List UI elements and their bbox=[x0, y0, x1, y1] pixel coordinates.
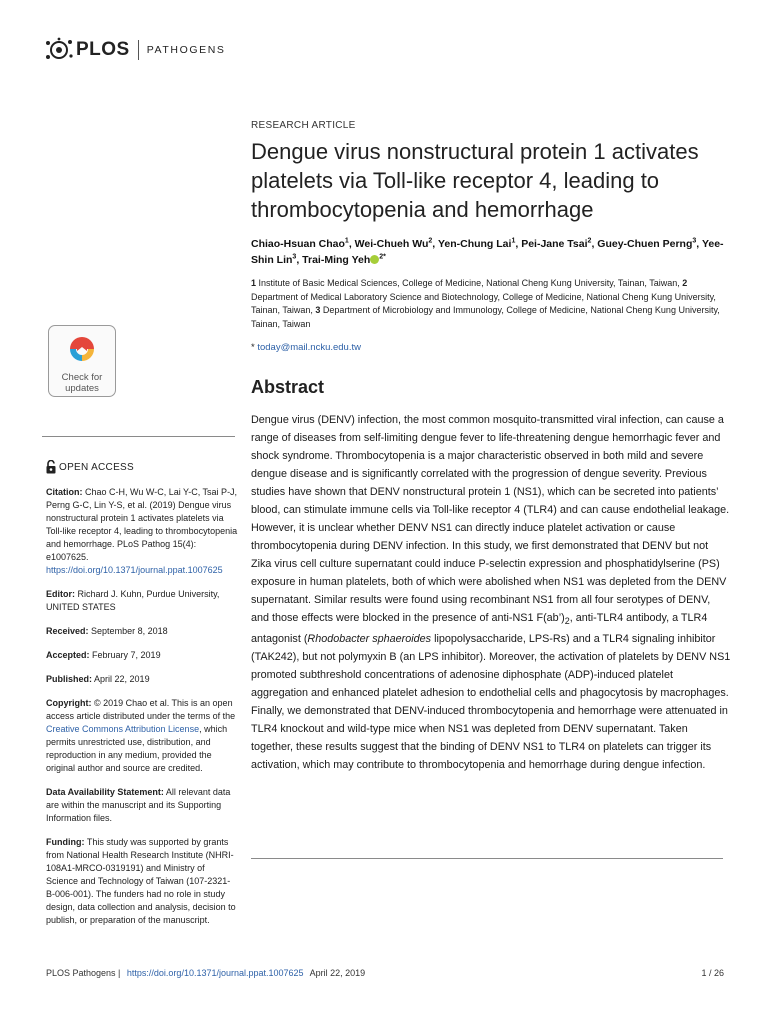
citation-doi-link[interactable]: https://doi.org/10.1371/journal.ppat.1007625 bbox=[46, 565, 223, 575]
accepted-label: Accepted: bbox=[46, 650, 90, 660]
abstract-divider bbox=[251, 858, 723, 859]
funding-label: Funding: bbox=[46, 837, 85, 847]
author[interactable]: Pei-Jane Tsai bbox=[521, 238, 588, 250]
article-title: Dengue virus nonstructural protein 1 activates platelets via Toll-like receptor 4, leading to thrombocytopenia and hemorrhage bbox=[251, 139, 699, 222]
published-block bbox=[46, 673, 238, 686]
published-date: April 22, 2019 bbox=[94, 674, 150, 684]
data-availability-label: Data Availability Statement: bbox=[46, 787, 164, 797]
affiliations: 1 Institute of Basic Medical Sciences, College of Medicine, National Cheng Kung University, Tainan, Taiwan, 2 Department of Medical Laboratory Science and Biotechnology, College of Medicine, National Cheng Kung University, Tainan, Taiwan, 3 Department of Microbiology and Immunology, College of Medicine, National Cheng Kung University, Tainan, Taiwan bbox=[251, 278, 720, 329]
affiliation-3: Department of Microbiology and Immunology, College of Medicine, National Cheng Kung University, Tainan, Taiwan bbox=[251, 305, 720, 329]
affiliation-2: Department of Medical Laboratory Science and Biotechnology, College of Medicine, National Cheng Kung University, Tainan, Taiwan, bbox=[251, 291, 716, 315]
check-updates-icon bbox=[66, 331, 98, 367]
citation-text: Chao C-H, Wu W-C, Lai Y-C, Tsai P-J, Perng G-C, Lin Y-S, et al. (2019) Dengue virus nonstructural protein 1 activates platelets via Toll-like receptor 4, leading to thrombocytopenia and hemorrhage. PLoS Pathog 15(4): e1007625. bbox=[46, 487, 238, 562]
affiliation-1: Institute of Basic Medical Sciences, College of Medicine, National Cheng Kung University, Tainan, Taiwan, bbox=[258, 278, 680, 288]
received-label: Received: bbox=[46, 626, 89, 636]
footer-doi-link[interactable]: https://doi.org/10.1371/journal.ppat.1007625 bbox=[126, 968, 304, 978]
published-label: Published: bbox=[46, 674, 93, 684]
orcid-icon[interactable] bbox=[370, 255, 379, 264]
email-link[interactable]: today@mail.ncku.edu.tw bbox=[257, 342, 361, 353]
page-number: 1 / 26 bbox=[701, 968, 724, 978]
logo-word: PLOS bbox=[76, 39, 130, 60]
open-access-label bbox=[46, 460, 238, 474]
funding-block bbox=[46, 836, 238, 927]
check-updates-line1: Check for bbox=[61, 372, 103, 383]
editor-label: Editor: bbox=[46, 589, 75, 599]
editor-block bbox=[46, 588, 238, 614]
data-availability-text: All relevant data are within the manuscript and its Supporting Information files. bbox=[46, 787, 231, 823]
accepted-date: February 7, 2019 bbox=[92, 650, 161, 660]
author[interactable]: Trai-Ming Yeh bbox=[302, 254, 371, 266]
open-access-text: OPEN ACCESS bbox=[59, 461, 134, 473]
footer-date: April 22, 2019 bbox=[309, 968, 366, 978]
funding-text: This study was supported by grants from National Health Research Institute (NHRI-108A1-MRCO-0319191) and Ministry of Science and Technology of Taiwan (107-2321-B-006-001). The funders had no role in study design, data collection and analysis, decision to publish, or preparation of the manuscript. bbox=[46, 837, 236, 925]
license-link[interactable]: Creative Commons Attribution License bbox=[46, 724, 200, 734]
author-list: Chiao-Hsuan Chao$^1$, Wei-Chueh Wu$^2$, Yen-Chung Lai$^1$, Pei-Jane Tsai$^2$, Guey-Chuen Perng$^3$, Yee-Shin Lin$^3$, Trai-Ming Yeh $^{2*}$ bbox=[251, 237, 724, 266]
editor-text: Richard J. Kuhn, Purdue University, UNITED STATES bbox=[46, 589, 220, 612]
page-footer bbox=[46, 968, 724, 978]
logo-divider bbox=[138, 40, 139, 60]
sidebar-divider bbox=[42, 436, 235, 437]
plos-logo-icon bbox=[44, 37, 74, 63]
check-updates-line2: updates bbox=[65, 383, 99, 394]
copyright-label: Copyright: bbox=[46, 698, 92, 708]
author[interactable]: Chiao-Hsuan Chao bbox=[251, 238, 345, 250]
article-type: RESEARCH ARTICLE bbox=[251, 120, 356, 131]
abstract-heading: Abstract bbox=[251, 377, 325, 397]
citation-label: Citation: bbox=[46, 487, 83, 497]
check-for-updates-badge[interactable] bbox=[48, 325, 116, 397]
copyright-text: © 2019 Chao et al. This is an open access article distributed under the terms of the bbox=[46, 698, 236, 721]
article-main bbox=[251, 120, 731, 774]
copyright-text-end: , which permits unrestricted use, distribution, and reproduction in any medium, provided the original author and source are credited. bbox=[46, 724, 228, 773]
accepted-block bbox=[46, 649, 238, 662]
footer-journal: PLOS Pathogens | bbox=[46, 968, 121, 978]
logo-journal: PATHOGENS bbox=[146, 44, 226, 56]
corresponding-email: * today@mail.ncku.edu.tw bbox=[251, 342, 361, 353]
article-sidebar bbox=[46, 460, 238, 938]
data-availability-block bbox=[46, 786, 238, 825]
author[interactable]: Wei-Chueh Wu bbox=[354, 238, 429, 250]
plos-logo bbox=[44, 36, 226, 64]
received-block bbox=[46, 625, 238, 638]
citation-block bbox=[46, 486, 238, 577]
author[interactable]: Yen-Chung Lai bbox=[437, 238, 512, 250]
author[interactable]: Yee-Shin Lin bbox=[251, 238, 724, 266]
author[interactable]: Guey-Chuen Perng bbox=[597, 238, 693, 250]
open-lock-icon bbox=[46, 460, 56, 474]
received-date: September 8, 2018 bbox=[91, 626, 168, 636]
copyright-block bbox=[46, 697, 238, 775]
abstract-text: Dengue virus (DENV) infection, the most common mosquito-transmitted viral infection, can cause a range of diseases from self-limiting dengue fever to life-threatening dengue hemorrhagic fever and shock syndrome. Thrombocytopenia is a major characteristic observed in both mild and severe dengue disease and is significantly correlated with the progression of dengue severity. Previous studies have shown that DENV nonstructural protein 1 (NS1), which can be secreted into patients’ blood, can stimulate immune cells via Toll-like receptor 4 (TLR4) and can cause endothelial leakage. However, it is unclear whether DENV NS1 can directly induce platelet activation or cause thrombocytopenia during DENV infection. In this study, we first demonstrated that DENV but not Zika virus cell culture supernatant could induce P-selectin expression and phosphatidylserine (PS) exposure in human platelets, both of which were abolished when NS1 was depleted from the DENV supernatant. Similar results were found using recombinant NS1 from all four serotypes of DENV, and those effects were blocked in the presence of anti-NS1 $F(ab’)_2$, anti-TLR4 antibody, a TLR4 antagonist (Rhodobacter sphaeroides lipopolysaccharide, LPS-Rs) and a TLR4 signaling inhibitor (TAK242), but not polymyxin B (an LPS inhibitor). Moreover, the activation of platelets by DENV NS1 promoted subthreshold concentrations of adenosine diphosphate (ADP)-induced platelet aggregation and enhanced platelet adhesion to endothelial cells and phagocytosis by macrophages. Finally, we demonstrated that DENV-induced thrombocytopenia and hemorrhage were attenuated in TLR4 knockout and wild-type mice when NS1 was depleted from DENV supernatant. Taken together, these results suggest that the binding of DENV NS1 to TLR4 on platelets can trigger its activation, which may contribute to thrombocytopenia and hemorrhage during dengue infection. bbox=[251, 414, 731, 772]
